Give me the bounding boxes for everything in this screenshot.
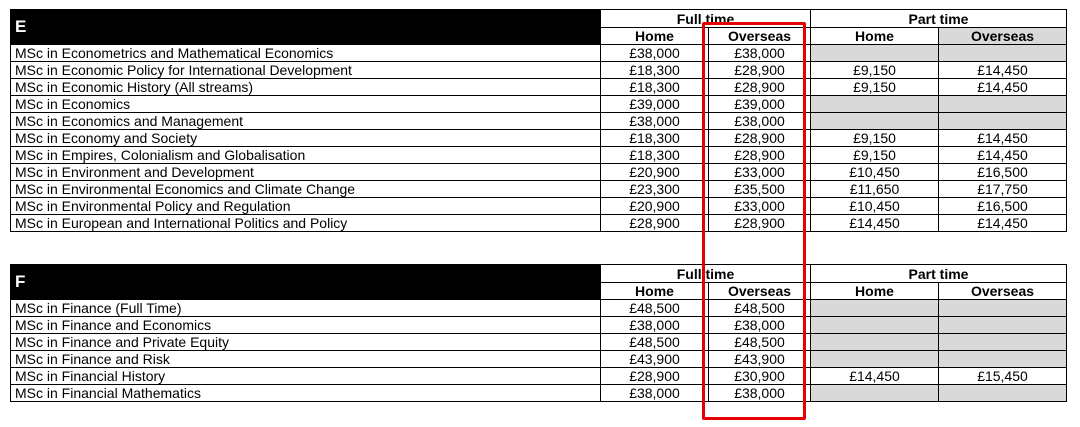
table-row (11, 79, 1067, 96)
pt-home-fee (811, 113, 939, 130)
table-row (11, 300, 1067, 317)
table-row (11, 334, 1067, 351)
pt-home-fee (811, 385, 939, 402)
ft-home-fee: £20,900 (601, 164, 709, 181)
ft-overseas-fee: £28,900 (709, 147, 811, 164)
section-e-rows (11, 45, 1067, 232)
pt-overseas-fee: £16,500 (939, 198, 1067, 215)
pt-overseas-fee (939, 96, 1067, 113)
pt-overseas-fee (939, 45, 1067, 62)
ft-overseas-fee: £48,500 (709, 334, 811, 351)
programme-name: MSc in Economics (11, 96, 601, 113)
ft-home-fee: £28,900 (601, 215, 709, 232)
fee-table-e (10, 9, 1067, 232)
ft-home-fee: £38,000 (601, 45, 709, 62)
section-letter-e: E (11, 10, 601, 45)
part-time-header: Part time (811, 265, 1067, 283)
pt-home-header: Home (811, 28, 939, 45)
ft-overseas-fee: £28,900 (709, 79, 811, 96)
table-row (11, 62, 1067, 79)
table-row (11, 351, 1067, 368)
table-row (11, 147, 1067, 164)
programme-name: MSc in Finance (Full Time) (11, 300, 601, 317)
ft-overseas-header: Overseas (709, 283, 811, 300)
ft-overseas-fee: £48,500 (709, 300, 811, 317)
pt-overseas-fee: £17,750 (939, 181, 1067, 198)
table-row (11, 45, 1067, 62)
pt-home-fee (811, 317, 939, 334)
pt-overseas-fee: £14,450 (939, 79, 1067, 96)
ft-overseas-fee: £38,000 (709, 45, 811, 62)
pt-overseas-fee (939, 113, 1067, 130)
ft-overseas-fee: £43,900 (709, 351, 811, 368)
programme-name: MSc in Economic Policy for International Development (11, 62, 601, 79)
ft-overseas-fee: £33,000 (709, 164, 811, 181)
table-row (11, 164, 1067, 181)
pt-home-fee (811, 45, 939, 62)
table-row (11, 385, 1067, 402)
ft-overseas-header: Overseas (709, 28, 811, 45)
section-f-rows (11, 300, 1067, 402)
ft-home-header: Home (601, 283, 709, 300)
ft-overseas-fee: £28,900 (709, 62, 811, 79)
section-letter-f: F (11, 265, 601, 300)
programme-name: MSc in Finance and Economics (11, 317, 601, 334)
programme-name: MSc in European and International Politics and Policy (11, 215, 601, 232)
ft-home-fee: £18,300 (601, 62, 709, 79)
pt-overseas-fee (939, 317, 1067, 334)
ft-home-fee: £48,500 (601, 300, 709, 317)
ft-home-fee: £20,900 (601, 198, 709, 215)
pt-home-header: Home (811, 283, 939, 300)
table-row (11, 317, 1067, 334)
ft-home-fee: £18,300 (601, 147, 709, 164)
pt-home-fee (811, 96, 939, 113)
ft-home-header: Home (601, 28, 709, 45)
programme-name: MSc in Financial Mathematics (11, 385, 601, 402)
programme-name: MSc in Econometrics and Mathematical Economics (11, 45, 601, 62)
ft-overseas-fee: £39,000 (709, 96, 811, 113)
programme-name: MSc in Environment and Development (11, 164, 601, 181)
pt-home-fee: £14,450 (811, 368, 939, 385)
pt-home-fee (811, 334, 939, 351)
pt-overseas-fee: £14,450 (939, 130, 1067, 147)
ft-home-fee: £28,900 (601, 368, 709, 385)
full-time-header: Full time (601, 10, 811, 28)
ft-overseas-fee: £38,000 (709, 113, 811, 130)
programme-name: MSc in Finance and Risk (11, 351, 601, 368)
programme-name: MSc in Environmental Policy and Regulation (11, 198, 601, 215)
programme-name: MSc in Economy and Society (11, 130, 601, 147)
pt-home-fee: £10,450 (811, 164, 939, 181)
table-row (11, 215, 1067, 232)
ft-overseas-fee: £38,000 (709, 317, 811, 334)
ft-home-fee: £18,300 (601, 79, 709, 96)
pt-overseas-fee: £14,450 (939, 215, 1067, 232)
full-time-header: Full time (601, 265, 811, 283)
table-row (11, 96, 1067, 113)
pt-home-fee: £10,450 (811, 198, 939, 215)
table-row (11, 130, 1067, 147)
programme-name: MSc in Financial History (11, 368, 601, 385)
pt-home-fee: £9,150 (811, 130, 939, 147)
programme-name: MSc in Finance and Private Equity (11, 334, 601, 351)
pt-home-fee: £9,150 (811, 79, 939, 96)
pt-home-fee (811, 351, 939, 368)
ft-overseas-fee: £33,000 (709, 198, 811, 215)
pt-overseas-fee: £14,450 (939, 147, 1067, 164)
ft-home-fee: £23,300 (601, 181, 709, 198)
table-row (11, 368, 1067, 385)
fee-table-f (10, 264, 1067, 402)
ft-home-fee: £38,000 (601, 317, 709, 334)
programme-name: MSc in Economic History (All streams) (11, 79, 601, 96)
pt-overseas-fee (939, 334, 1067, 351)
table-row (11, 181, 1067, 198)
programme-name: MSc in Empires, Colonialism and Globalisation (11, 147, 601, 164)
ft-overseas-fee: £28,900 (709, 215, 811, 232)
ft-overseas-fee: £38,000 (709, 385, 811, 402)
pt-overseas-fee: £16,500 (939, 164, 1067, 181)
pt-overseas-fee (939, 300, 1067, 317)
ft-home-fee: £39,000 (601, 96, 709, 113)
part-time-header: Part time (811, 10, 1067, 28)
pt-overseas-fee: £15,450 (939, 368, 1067, 385)
programme-name: MSc in Environmental Economics and Climate Change (11, 181, 601, 198)
ft-home-fee: £38,000 (601, 385, 709, 402)
pt-home-fee: £11,650 (811, 181, 939, 198)
ft-home-fee: £38,000 (601, 113, 709, 130)
programme-name: MSc in Economics and Management (11, 113, 601, 130)
ft-overseas-fee: £30,900 (709, 368, 811, 385)
pt-overseas-fee: £14,450 (939, 62, 1067, 79)
pt-home-fee (811, 300, 939, 317)
ft-home-fee: £48,500 (601, 334, 709, 351)
table-row (11, 113, 1067, 130)
pt-home-fee: £14,450 (811, 215, 939, 232)
ft-overseas-fee: £28,900 (709, 130, 811, 147)
ft-home-fee: £43,900 (601, 351, 709, 368)
pt-home-fee: £9,150 (811, 147, 939, 164)
pt-overseas-fee (939, 351, 1067, 368)
pt-overseas-fee (939, 385, 1067, 402)
table-row (11, 198, 1067, 215)
ft-home-fee: £18,300 (601, 130, 709, 147)
pt-overseas-header: Overseas (939, 28, 1067, 45)
pt-home-fee: £9,150 (811, 62, 939, 79)
ft-overseas-fee: £35,500 (709, 181, 811, 198)
pt-overseas-header: Overseas (939, 283, 1067, 300)
